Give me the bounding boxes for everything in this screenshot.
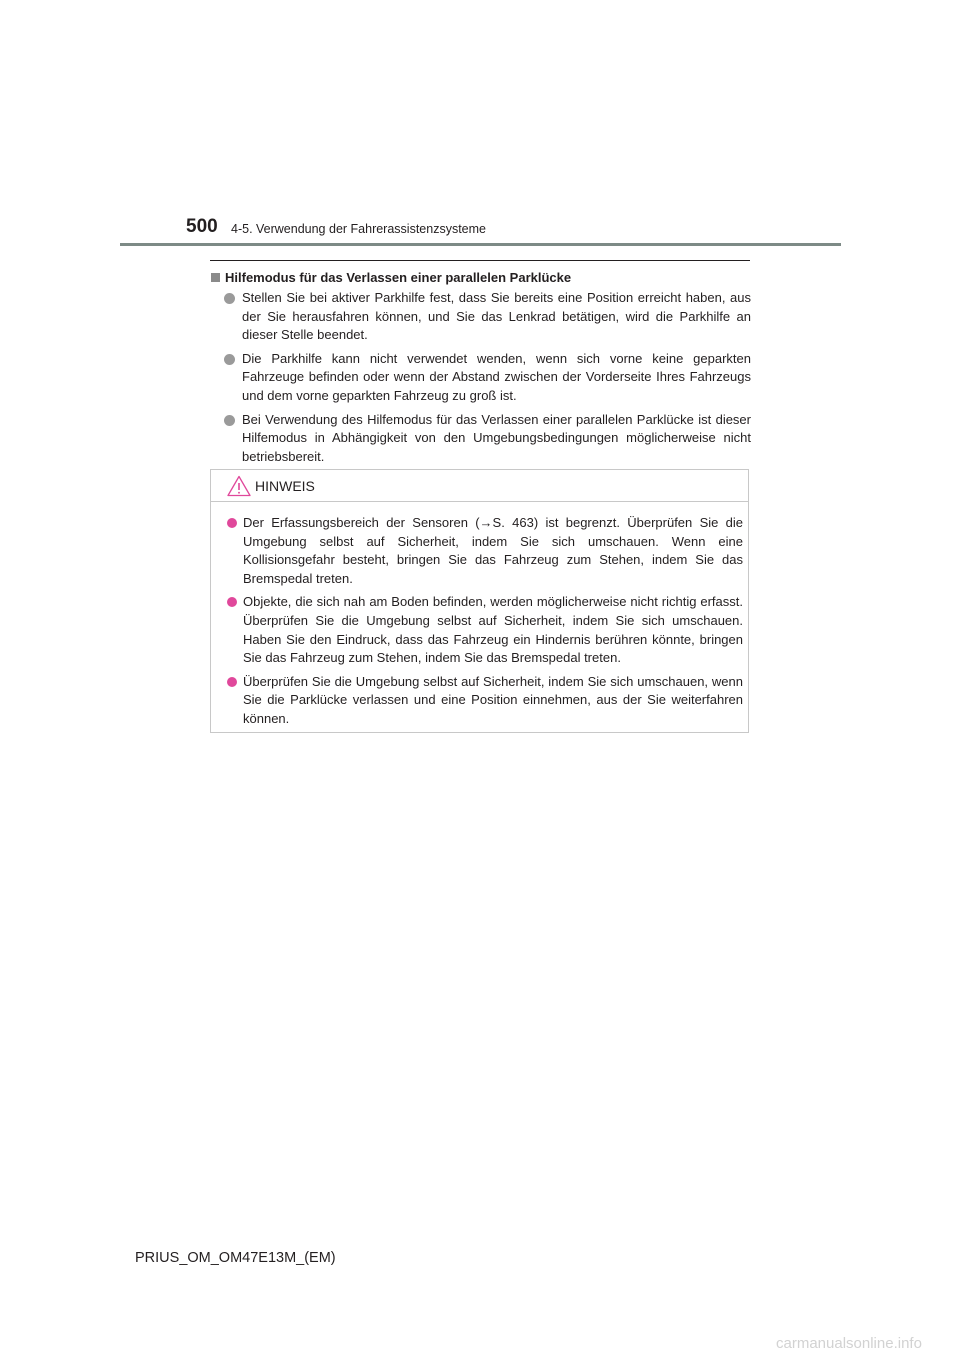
pink-bullet-dot-icon — [227, 518, 237, 528]
list-item-text: Objekte, die sich nah am Boden befinden, werden möglicherweise nicht richtig erfasst. Überprüfen Sie die Umgebung selbst auf Sicherheit, indem Sie sich umschauen. Haben Sie den Eindruck, dass das Fahrzeug ein Hindernis berühren könnte, bringen Sie das Fahrzeug zum Stehen, indem Sie das Bremspedal treten. — [243, 594, 743, 666]
list-item-text: Stellen Sie bei aktiver Parkhilfe fest, dass Sie bereits eine Position erreicht haben, aus der Sie herausfahren können, und Sie das Lenkrad betätigen, wird die Parkhilfe an dieser Stelle beendet. — [242, 290, 751, 343]
section-heading — [211, 269, 751, 286]
warning-triangle-icon — [227, 475, 251, 497]
list-item — [224, 289, 751, 345]
section-heading-text: Hilfemodus für das Verlassen einer parallelen Parklücke — [225, 270, 572, 285]
list-item-text: Überprüfen Sie die Umgebung selbst auf Sicherheit, indem Sie sich umschauen, wenn Sie die Parklücke verlassen und eine Position einnehmen, aus der Sie weiterfahren können. — [243, 673, 743, 726]
pink-bullet-dot-icon — [227, 677, 237, 687]
section-divider — [210, 260, 750, 261]
notice-box — [210, 469, 749, 733]
document-code: PRIUS_OM_OM47E13M_(EM) — [135, 1250, 336, 1266]
list-item — [227, 514, 743, 588]
list-item — [224, 350, 751, 406]
list-item — [224, 411, 751, 467]
list-item-text: Bei Verwendung des Hilfemodus für das Verlassen einer parallelen Parklücke ist dieser Hilfemodus in Abhängigkeit von den Umgebungsbedingungen möglicherweise nicht betriebsbereit. — [242, 411, 751, 464]
bullet-dot-icon — [224, 354, 235, 365]
square-bullet-icon — [211, 273, 220, 282]
watermark: carmanualsonline.info — [776, 1335, 922, 1352]
notice-title: HINWEIS — [255, 478, 315, 494]
chapter-title: 4-5. Verwendung der Fahrerassistenzsysteme — [231, 222, 486, 236]
section-bullet-list — [224, 289, 751, 471]
list-item-text: Die Parkhilfe kann nicht verwendet wenden, wenn sich vorne keine geparkten Fahrzeuge befinden oder wenn der Abstand zwischen der Vorderseite Ihres Fahrzeugs und dem vorne geparkten Fahrzeug zu groß ist. — [242, 350, 751, 403]
page-number: 500 — [186, 216, 218, 237]
list-item — [227, 673, 743, 729]
header-divider — [120, 243, 841, 246]
notice-header — [211, 470, 748, 502]
bullet-dot-icon — [224, 415, 235, 426]
list-item — [227, 593, 743, 667]
list-item-text: Der Erfassungsbereich der Sensoren (→S. 463) ist begrenzt. Überprüfen Sie die Umgebung selbst auf Sicherheit, indem Sie sich umschauen. Wenn eine Kollisionsgefahr besteht, bringen Sie das Fahrzeug zum Stehen, indem Sie das Bremspedal treten. — [243, 515, 743, 586]
pink-bullet-dot-icon — [227, 597, 237, 607]
bullet-dot-icon — [224, 293, 235, 304]
notice-list — [227, 514, 743, 734]
